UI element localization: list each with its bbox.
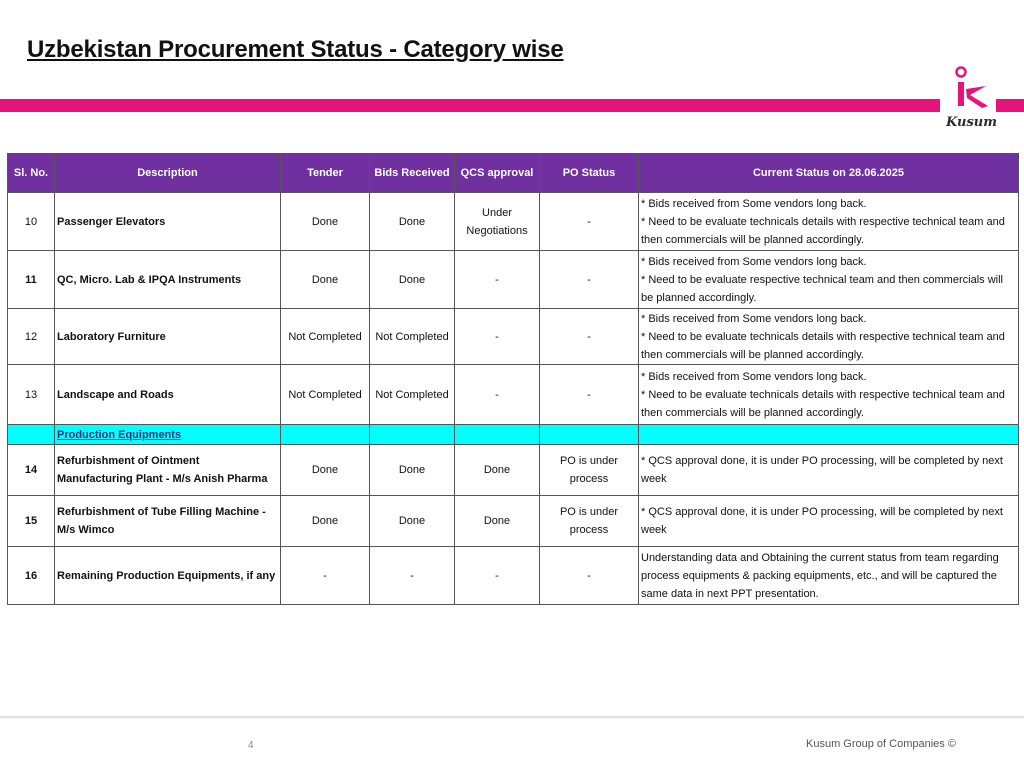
tender-cell: Not Completed: [281, 365, 370, 425]
bids-received-cell: -: [370, 547, 455, 605]
tender-cell: Done: [281, 496, 370, 547]
description-cell: Refurbishment of Tube Filling Machine - M/s Wimco: [55, 496, 281, 547]
footer-divider: [0, 716, 1024, 719]
po-status-cell: -: [540, 251, 639, 309]
qcs-approval-cell: Done: [455, 496, 540, 547]
current-status-cell: * QCS approval done, it is under PO processing, will be completed by next week: [639, 445, 1019, 496]
tender-cell: Not Completed: [281, 309, 370, 365]
category-empty-cell: [455, 425, 540, 445]
bids-received-cell: Not Completed: [370, 309, 455, 365]
bids-received-cell: Done: [370, 251, 455, 309]
category-row: [8, 425, 1019, 445]
po-status-cell: -: [540, 193, 639, 251]
po-status-cell: -: [540, 547, 639, 605]
current-status-cell: [639, 193, 1019, 251]
sl-no-cell: 10: [8, 193, 55, 251]
col-header-description: Description: [55, 154, 281, 193]
copyright-text: Kusum Group of Companies ©: [806, 738, 956, 750]
tender-cell: Done: [281, 445, 370, 496]
description-cell: Refurbishment of Ointment Manufacturing Plant - M/s Anish Pharma: [55, 445, 281, 496]
page-number: 4: [248, 740, 254, 751]
tender-cell: Done: [281, 193, 370, 251]
category-empty-cell: [281, 425, 370, 445]
qcs-approval-cell: -: [455, 251, 540, 309]
tender-cell: -: [281, 547, 370, 605]
status-line: * Need to be evaluate respective technical team and then commercials will be planned accordingly.: [641, 273, 1003, 304]
bids-received-cell: Not Completed: [370, 365, 455, 425]
status-line: * Bids received from Some vendors long back.: [641, 197, 867, 210]
table-row: [8, 496, 1019, 547]
sl-no-cell: 15: [8, 496, 55, 547]
po-line: process: [569, 473, 609, 485]
status-line: * Need to be evaluate technicals details with respective technical team and then commercials will be planned accordingly.: [641, 215, 1005, 246]
status-line: * Bids received from Some vendors long back.: [641, 370, 867, 383]
category-empty-cell: [8, 425, 55, 445]
current-status-cell: [639, 251, 1019, 309]
accent-band: [0, 99, 940, 112]
table-row: [8, 445, 1019, 496]
status-line: * Bids received from Some vendors long back.: [641, 312, 867, 325]
description-cell: Passenger Elevators: [55, 193, 281, 251]
po-line: PO is under: [559, 506, 619, 518]
status-line: * Bids received from Some vendors long back.: [641, 255, 867, 268]
qcs-approval-cell: -: [455, 547, 540, 605]
category-label: Production Equipments: [55, 425, 281, 445]
bids-received-cell: Done: [370, 193, 455, 251]
col-header-tender: Tender: [281, 154, 370, 193]
page-title: Uzbekistan Procurement Status - Category wise: [27, 36, 564, 63]
qcs-approval-cell: -: [455, 365, 540, 425]
table-row: [8, 365, 1019, 425]
current-status-cell: [639, 365, 1019, 425]
category-empty-cell: [540, 425, 639, 445]
po-status-cell: [540, 445, 639, 496]
current-status-cell: * QCS approval done, it is under PO processing, will be completed by next week: [639, 496, 1019, 547]
table-row: [8, 547, 1019, 605]
po-status-cell: [540, 496, 639, 547]
procurement-table: [7, 153, 1019, 605]
status-line: * Need to be evaluate technicals details with respective technical team and then commercials will be planned accordingly.: [641, 330, 1005, 361]
sl-no-cell: 14: [8, 445, 55, 496]
category-empty-cell: [639, 425, 1019, 445]
qcs-line: Under: [482, 206, 512, 219]
po-status-cell: -: [540, 309, 639, 365]
sl-no-cell: 13: [8, 365, 55, 425]
col-header-qcs-approval: QCS approval: [455, 154, 540, 193]
po-line: PO is under: [559, 455, 619, 467]
table-row: [8, 251, 1019, 309]
col-header-sl-no: Sl. No.: [8, 154, 55, 193]
current-status-cell: Understanding data and Obtaining the current status from team regarding process equipments & packing equipments, etc., and will be captured the same data in next PPT presentation.: [639, 547, 1019, 605]
description-cell: QC, Micro. Lab & IPQA Instruments: [55, 251, 281, 309]
col-header-current-status: Current Status on 28.06.2025: [639, 154, 1019, 193]
po-status-cell: -: [540, 365, 639, 425]
po-line: process: [569, 524, 609, 536]
accent-band-right: [996, 99, 1024, 112]
qcs-line: Negotiations: [466, 224, 528, 237]
description-cell: Landscape and Roads: [55, 365, 281, 425]
tender-cell: Done: [281, 251, 370, 309]
sl-no-cell: 12: [8, 309, 55, 365]
category-empty-cell: [370, 425, 455, 445]
bids-received-cell: Done: [370, 445, 455, 496]
bids-received-cell: Done: [370, 496, 455, 547]
current-status-cell: [639, 309, 1019, 365]
logo-wordmark: Kusum: [946, 115, 997, 130]
qcs-approval-cell: Done: [455, 445, 540, 496]
sl-no-cell: 16: [8, 547, 55, 605]
table-row: [8, 309, 1019, 365]
sl-no-cell: 11: [8, 251, 55, 309]
qcs-approval-cell: [455, 193, 540, 251]
description-cell: Remaining Production Equipments, if any: [55, 547, 281, 605]
status-line: * Need to be evaluate technicals details with respective technical team and then commercials will be planned accordingly.: [641, 388, 1005, 419]
description-cell: Laboratory Furniture: [55, 309, 281, 365]
table-row: [8, 193, 1019, 251]
qcs-approval-cell: -: [455, 309, 540, 365]
col-header-bids-received: Bids Received: [370, 154, 455, 193]
table-header-row: [8, 154, 1019, 193]
col-header-po-status: PO Status: [540, 154, 639, 193]
